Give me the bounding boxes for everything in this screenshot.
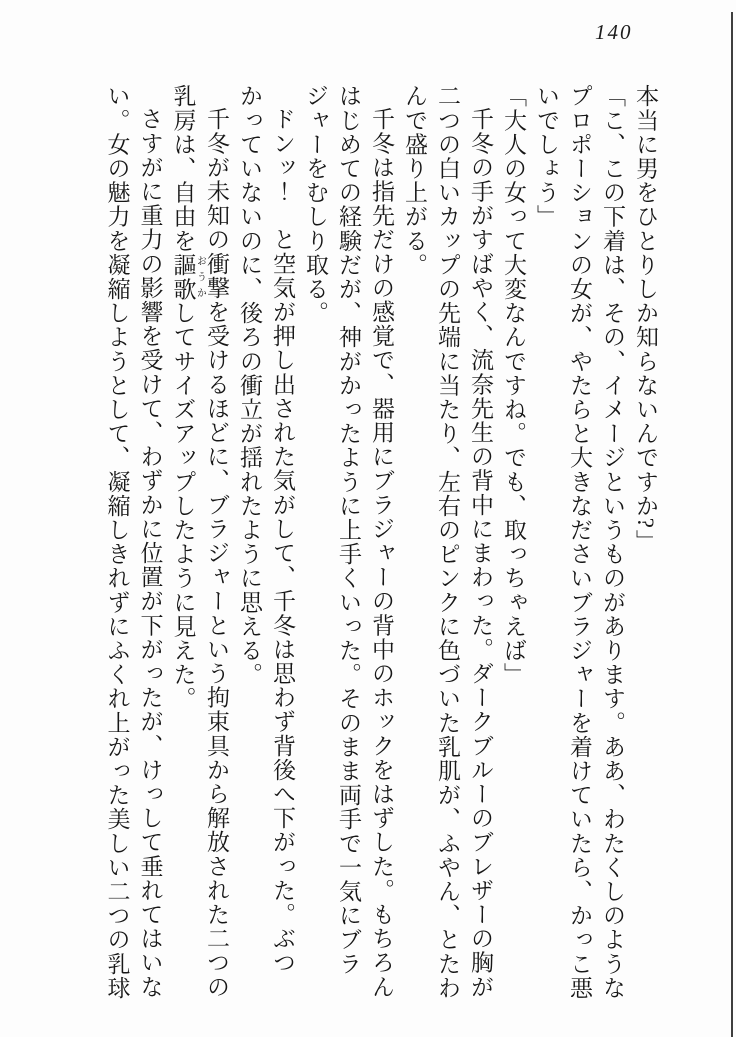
paragraph-7 [167, 84, 234, 1008]
paragraph-8: さすがに重力の影響を受けて、わずかに位置が下がったが、けっして垂れてはいない。女の魅力を凝縮しようとして、凝縮しきれずにふくれ上がった美しい二つの乳球 [104, 84, 163, 1000]
paragraph-2: 「こ、この下着は、その、イメージというものがあります。ああ、わたくしのようなプロポーションの女が、やたらと大きなださいブラジャーを着けていたら、かっこ悪いでしょう」 [534, 84, 625, 1000]
paragraph-7-before: 千冬が未知の衝撃を受けるほどに、ブラジャーという拘束具から解放された二つの乳房は、自由を [170, 84, 229, 999]
paragraph-4: 千冬の手がすばやく、流奈先生の背中にまわった。ダークブルーのブレザーの胸が二つの白いカップの先端に当たり、左右のピンクに色づいた乳肌が、ふやん、とたわんで盛り上がる。 [402, 84, 493, 1000]
paragraph-5: 千冬は指先だけの感覚で、器用にブラジャーの背中のホックをはずした。もちろんはじめての経験だが、神がかったように上手くいった。そのまま両手で一気にブラジャーをむしり取る。 [303, 84, 394, 999]
text-block [101, 84, 663, 1008]
paragraph-1: 本当に男をひとりしか知らないんですか?」 [633, 84, 658, 554]
paragraph-3: 「大人の女って大変なんですね。でも、取っちゃえば」 [501, 84, 526, 687]
page-number: 140 [595, 20, 633, 44]
paragraph-6: ドンッ！ と空気が押し出された気がして、千冬は思わず背後へ下がった。ぶつかっていないのに、後ろの衝立が揺れたように思える。 [237, 84, 295, 975]
paragraph-7-after: してサイズアップしたように見えた。 [170, 300, 196, 711]
ruby-text: おうか [194, 252, 206, 301]
ruby-base: 謳歌 [170, 252, 196, 301]
scan-edge-line [731, 12, 733, 1037]
ruby-ouka [170, 252, 206, 301]
